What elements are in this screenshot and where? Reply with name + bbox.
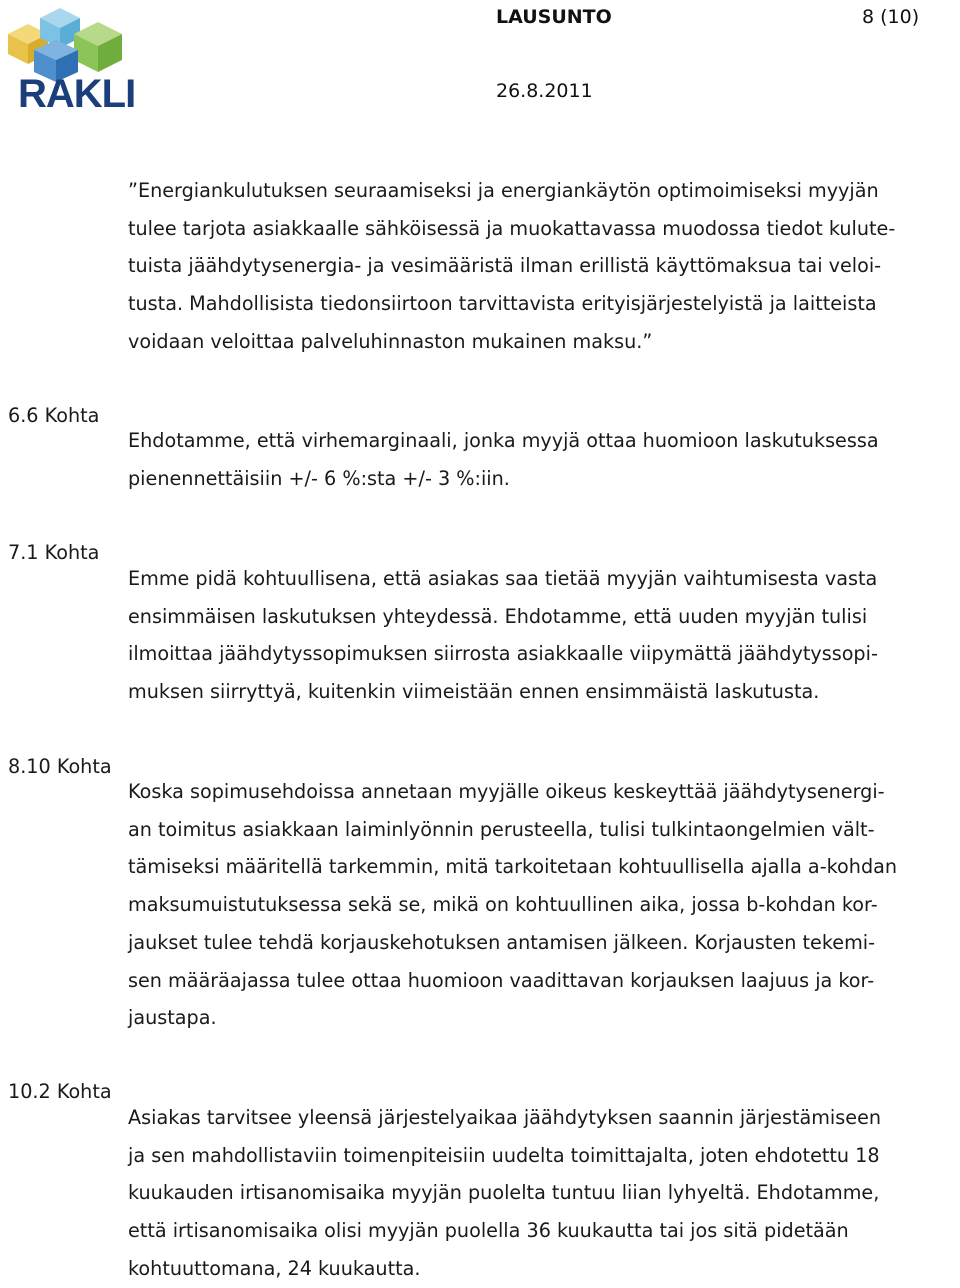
text-line: an toimitus asiakkaan laiminlyönnin perusteella, tulisi tulkintaongelmien vält- [128,817,875,841]
section-paragraph [128,1099,958,1288]
text-line: jaukset tulee tehdä korjauskehotuksen antamisen jälkeen. Korjausten tekemi- [128,930,876,954]
text-line: että irtisanomisaika olisi myyjän puolella 36 kuukautta tai jos sitä pidetään [128,1219,849,1243]
page-number: 8 (10) [862,6,920,28]
section-heading: 7.1 Kohta [8,541,100,564]
text-line: muksen siirryttyä, kuitenkin viimeistään ennen ensimmäistä laskutusta. [128,680,820,704]
text-line: voidaan veloittaa palveluhinnaston mukainen maksu.” [128,329,653,353]
text-line: ”Energiankulutuksen seuraamiseksi ja energiankäytön optimoimiseksi myyjän [128,179,879,202]
text-line: jaustapa. [128,1006,217,1030]
section-heading: 10.2 Kohta [8,1080,112,1103]
text-line: maksumuistutuksessa sekä se, mikä on kohtuullinen aika, jossa b-kohdan kor- [128,893,878,917]
text-line: tulee tarjota asiakkaalle sähköisessä ja muokattavassa muodossa tiedot kulute- [128,216,896,240]
text-line: Asiakas tarvitsee yleensä järjestelyaikaa jäähdytyksen saannin järjestämiseen [128,1106,882,1129]
section-paragraph [128,422,958,497]
quote-paragraph [128,172,958,361]
rakli-logo [4,4,136,116]
logo-wordmark: RAKLI [18,72,136,116]
text-line: ilmoittaa jäähdytyssopimuksen siirrosta asiakkaalle viipymättä jäähdytyssopi- [128,642,878,666]
document-date: 26.8.2011 [496,80,593,102]
section-heading: 6.6 Kohta [8,404,100,427]
section-heading: 8.10 Kohta [8,755,112,778]
section-paragraph [128,560,958,711]
text-line: sen määräajassa tulee ottaa huomioon vaadittavan korjauksen laajuus ja kor- [128,968,875,992]
text-line: pienennettäisiin +/- 6 %:sta +/- 3 %:iin. [128,466,510,490]
text-line: ensimmäisen laskutuksen yhteydessä. Ehdotamme, että uuden myyjän tulisi [128,604,868,628]
text-line: Ehdotamme, että virhemarginaali, jonka myyjä ottaa huomioon laskutuksessa [128,429,879,452]
text-line: ja sen mahdollistaviin toimenpiteisiin uudelta toimittajalta, joten ehdotettu 18 [128,1143,880,1167]
text-line: kuukauden irtisanomisaika myyjän puolelta tuntuu liian lyhyeltä. Ehdotamme, [128,1181,880,1205]
document-type: LAUSUNTO [496,6,612,28]
text-line: tuista jäähdytysenergia- ja vesimääristä ilman erillistä käyttömaksua tai veloi- [128,254,882,278]
section-paragraph [128,773,958,1037]
text-line: Koska sopimusehdoissa annetaan myyjälle oikeus keskeyttää jäähdytysenergi- [128,780,885,803]
text-line: kohtuuttomana, 24 kuukautta. [128,1256,421,1280]
text-line: Emme pidä kohtuullisena, että asiakas saa tietää myyjän vaihtumisesta vasta [128,567,878,590]
text-line: tusta. Mahdollisista tiedonsiirtoon tarvittavista erityisjärjestelyistä ja laitteista [128,292,877,316]
text-line: tämiseksi määritellä tarkemmin, mitä tarkoitetaan kohtuullisella ajalla a-kohdan [128,855,898,879]
